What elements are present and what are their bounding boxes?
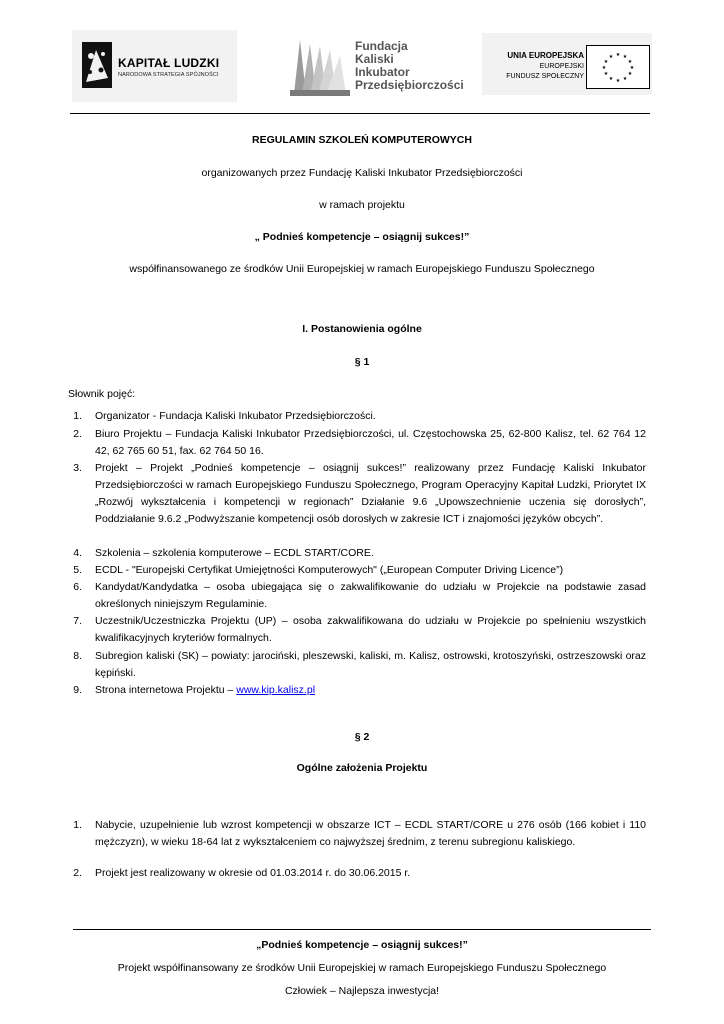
- item-text: ECDL - "Europejski Certyfikat Umiejętności Komputerowych" („European Computer Driving Licence”): [95, 564, 564, 576]
- item-text: Subregion kaliski (SK) – powiaty: jarociński, pleszewski, kaliski, m. Kalisz, ostrowski, krotoszyński, ostrzeszowski oraz kępiński.: [95, 650, 646, 679]
- item-number: 1.: [73, 410, 82, 422]
- project-website-link[interactable]: www.kip.kalisz.pl: [236, 684, 316, 696]
- item-text: [95, 682, 646, 699]
- fundacja-fan-icon: [290, 34, 350, 96]
- project-name: „ Podnieś kompetencje – osiągnij sukces!”: [254, 231, 470, 243]
- eu-title: UNIA EUROPEJSKA: [507, 51, 584, 60]
- footer-cofinanced: Projekt współfinansowany ze środków Unii Europejskiej w ramach Europejskiego Funduszu Społecznego: [117, 962, 607, 974]
- svg-text:★: ★: [627, 59, 633, 65]
- section-2-paragraph: § 2: [354, 731, 370, 743]
- item-text: Szkolenia – szkolenia komputerowe – ECDL START/CORE.: [95, 547, 374, 559]
- footer-divider: [73, 929, 651, 930]
- section-2-heading: Ogólne założenia Projektu: [296, 762, 428, 774]
- header-divider: [70, 113, 650, 114]
- kapital-ludzki-emblem-icon: [82, 42, 112, 88]
- organizer-line: organizowanych przez Fundację Kaliski Inkubator Przedsiębiorczości: [201, 167, 523, 179]
- item-number: 1.: [73, 819, 82, 831]
- item-number: 3.: [73, 462, 82, 474]
- svg-text:★: ★: [615, 52, 621, 58]
- svg-text:★: ★: [615, 78, 621, 84]
- item-number: 7.: [73, 615, 82, 627]
- item-number: 9.: [73, 684, 82, 696]
- svg-text:★: ★: [603, 71, 609, 77]
- item-text: Kandydat/Kandydatka – osoba ubiegająca się o zakwalifikowanie do udziału w Projekcie na podstawie zasad określonych niniejszym Regulaminie.: [95, 581, 646, 610]
- item-number: 5.: [73, 564, 82, 576]
- cofinanced-line: współfinansowanego ze środków Unii Europejskiej w ramach Europejskiego Funduszu Społecznego: [129, 263, 595, 275]
- svg-text:★: ★: [622, 76, 628, 82]
- fundacja-line-1: Fundacja: [355, 39, 408, 53]
- svg-text:★: ★: [608, 54, 614, 60]
- item-text: Organizator - Fundacja Kaliski Inkubator Przedsiębiorczości.: [95, 410, 376, 422]
- fundacja-line-2: Kaliski: [355, 52, 394, 66]
- svg-text:★: ★: [627, 71, 633, 77]
- item-number: 6.: [73, 581, 82, 593]
- svg-text:★: ★: [601, 65, 607, 71]
- footer-slogan: Człowiek – Najlepsza inwestycja!: [284, 985, 440, 997]
- svg-text:★: ★: [603, 59, 609, 65]
- website-label: Strona internetowa Projektu –: [95, 684, 237, 696]
- fundacja-line-3: Inkubator: [355, 65, 410, 79]
- framework-line: w ramach projektu: [319, 199, 405, 211]
- section-1-paragraph: § 1: [354, 356, 370, 368]
- kapital-ludzki-subtitle: NARODOWA STRATEGIA SPÓJNOŚCI: [118, 72, 219, 78]
- item-number: 2.: [73, 867, 82, 879]
- fundacja-line-4: Przedsiębiorczości: [355, 78, 464, 92]
- eu-logo: [482, 33, 652, 95]
- item-text: Nabycie, uzupełnienie lub wzrost kompetencji w obszarze ICT – ECDL START/CORE u 276 osób (166 kobiet i 110 mężczyzn), w wieku 18-64 lat z wykształceniem co najwyższej średnim, z terenu subregionu kaliskiego.: [95, 819, 646, 848]
- svg-text:★: ★: [622, 54, 628, 60]
- footer-project-name: „Podnieś kompetencje – osiągnij sukces!”: [256, 939, 468, 951]
- item-text: Projekt jest realizowany w okresie od 01.03.2014 r. do 30.06.2015 r.: [95, 867, 411, 879]
- eu-flag-icon: [586, 45, 650, 89]
- eu-line-2: EUROPEJSKI: [539, 63, 584, 70]
- document-title: REGULAMIN SZKOLEŃ KOMPUTEROWYCH: [252, 134, 472, 146]
- section-1-heading: I. Postanowienia ogólne: [302, 323, 422, 335]
- eu-line-3: FUNDUSZ SPOŁECZNY: [506, 73, 584, 80]
- item-number: 8.: [73, 650, 82, 662]
- item-text: Uczestnik/Uczestniczka Projektu (UP) – osoba zakwalifikowana do udziału w Projekcie po spełnieniu wszystkich kwalifikacyjnych kryteriów formalnych.: [95, 615, 646, 644]
- svg-text:★: ★: [608, 76, 614, 82]
- kapital-ludzki-title: KAPITAŁ LUDZKI: [118, 56, 220, 70]
- glossary-intro: Słownik pojęć:: [68, 388, 136, 400]
- item-number: 4.: [73, 547, 82, 559]
- svg-text:★: ★: [629, 65, 635, 71]
- item-number: 2.: [73, 428, 82, 440]
- item-text: Projekt – Projekt „Podnieś kompetencje – osiągnij sukces!” realizowany przez Fundację Kaliski Inkubator Przedsiębiorczości w ramach Europejskiego Funduszu Społecznego, Program Operacyjny Kapitał Ludzki, Priorytet IX „Rozwój wykształcenia i kompetencji w regionach” Działanie 9.6 „Upowszechnienie uczenia się dorosłych”, Poddziałanie 9.6.2 „Podwyższanie kompetencji osób dorosłych w zakresie ICT i znajomości języków obcych”.: [95, 462, 646, 525]
- item-text: Biuro Projektu – Fundacja Kaliski Inkubator Przedsiębiorczości, ul. Częstochowska 25, 62-800 Kalisz, tel. 62 764 12 42, 62 765 60 51, fax. 62 764 50 16.: [95, 428, 646, 457]
- fundacja-name: [355, 40, 464, 92]
- fundacja-logo: [290, 30, 464, 102]
- kapital-ludzki-logo: [72, 30, 237, 102]
